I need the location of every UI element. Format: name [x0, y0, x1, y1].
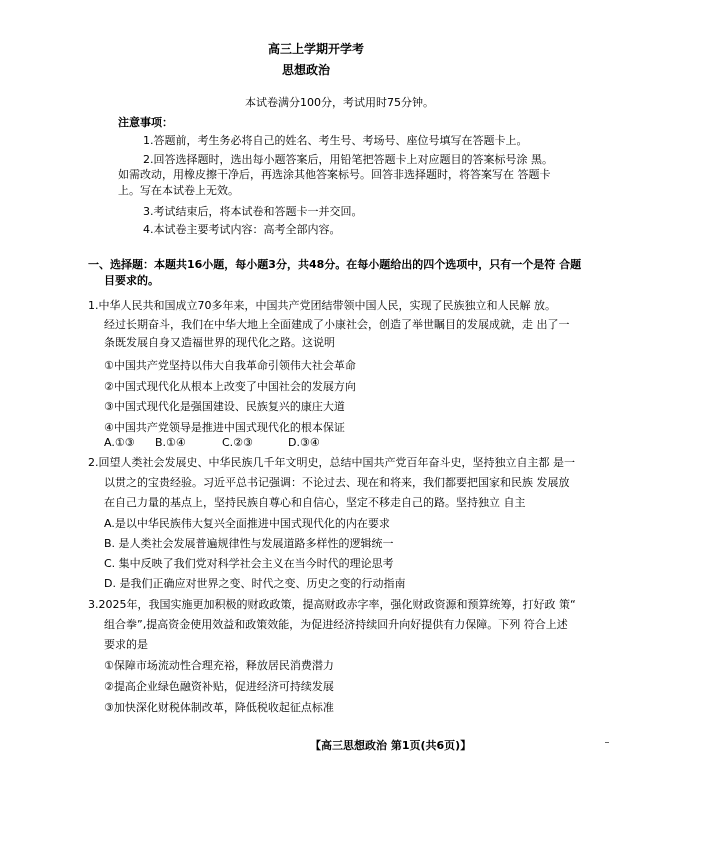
q1-item: ①中国共产党坚持以伟大自我革命引领伟大社会革命 — [104, 359, 356, 372]
q1-item: ③中国式现代化是强国建设、民族复兴的康庄大道 — [104, 400, 345, 413]
q2-stem-line: 在自己力量的基点上，坚持民族自尊心和自信心，坚定不移走自己的路。坚持独立 自主 — [104, 496, 526, 509]
subject-title: 思想政治 — [282, 63, 331, 77]
page-footer: 【高三思想政治 第1页(共6页)】 — [310, 739, 472, 752]
q1-stem-line: 条既发展自身又造福世界的现代化之路。这说明 — [104, 336, 335, 349]
q2-option-d: D. 是我们正确应对世界之变、时代之变、历史之变的行动指南 — [104, 577, 406, 590]
q2-option-b: B. 是人类社会发展普遍规律性与发展道路多样性的逻辑统一 — [104, 537, 394, 550]
q3-stem-line: 3.2025年，我国实施更加积极的财政政策，提高财政赤字率，强化财政资源和预算统筹，打好政 策“ — [88, 598, 576, 611]
note-line: 1.答题前，考生务必将自己的姓名、考生号、考场号、座位号填写在答题卡上。 — [143, 134, 528, 147]
section-heading-cont: 目要求的。 — [104, 274, 159, 287]
q2-option-c: C. 集中反映了我们党对科学社会主义在当今时代的理论思考 — [104, 557, 394, 570]
note-line: 3.考试结束后，将本试卷和答题卡一并交回。 — [143, 205, 363, 218]
q1-option-b: B.①④ — [155, 436, 186, 449]
q1-option-d: D.③④ — [288, 436, 320, 449]
note-line: 4.本试卷主要考试内容：高考全部内容。 — [143, 223, 341, 236]
q1-option-a: A.①③ — [104, 436, 135, 449]
notes-heading: 注意事项： — [118, 116, 173, 129]
q1-item: ②中国式现代化从根本上改变了中国社会的发展方向 — [104, 380, 356, 393]
scan-mark — [605, 742, 609, 743]
section-heading: 一、选择题：本题共16小题，每小题3分，共48分。在每小题给出的四个选项中，只有一个是符 合题 — [88, 258, 582, 271]
exam-info: 本试卷满分100分，考试用时75分钟。 — [245, 96, 434, 109]
note-line: 上。写在本试卷上无效。 — [118, 184, 239, 197]
q2-option-a: A.是以中华民族伟大复兴全面推进中国式现代化的内在要求 — [104, 517, 390, 530]
q2-stem-line: 2.回望人类社会发展史、中华民族几千年文明史，总结中国共产党百年奋斗史，坚持独立自主都 是一 — [88, 456, 575, 469]
q1-item: ④中国共产党领导是推进中国式现代化的根本保证 — [104, 421, 345, 434]
note-line: 如需改动，用橡皮擦干净后，再选涂其他答案标号。回答非选择题时，将答案写在 答题卡 — [118, 168, 551, 181]
q1-stem-line: 经过长期奋斗，我们在中华大地上全面建成了小康社会，创造了举世瞩目的发展成就，走 出了一 — [104, 318, 570, 331]
q1-stem-line: 1.中华人民共和国成立70多年来，中国共产党团结带领中国人民，实现了民族独立和人民解 放。 — [88, 299, 556, 312]
q2-stem-line: 以贯之的宝贵经验。习近平总书记强调：不论过去、现在和将来，我们都要把国家和民族 发展放 — [104, 476, 570, 489]
q3-item: ②提高企业绿色融资补贴，促进经济可持续发展 — [104, 680, 334, 693]
q3-item: ③加快深化财税体制改革，降低税收起征点标准 — [104, 701, 334, 714]
q3-item: ①保障市场流动性合理充裕，释放居民消费潜力 — [104, 659, 334, 672]
q3-stem-line: 要求的是 — [104, 638, 148, 651]
exam-title: 高三上学期开学考 — [268, 42, 365, 56]
q3-stem-line: 组合拳”,提高资金使用效益和政策效能，为促进经济持续回升向好提供有力保障。下列 符合上述 — [104, 618, 568, 631]
note-line: 2.回答选择题时，选出每小题答案后，用铅笔把答题卡上对应题目的答案标号涂 黑。 — [143, 153, 553, 166]
q1-option-c: C.②③ — [222, 436, 253, 449]
